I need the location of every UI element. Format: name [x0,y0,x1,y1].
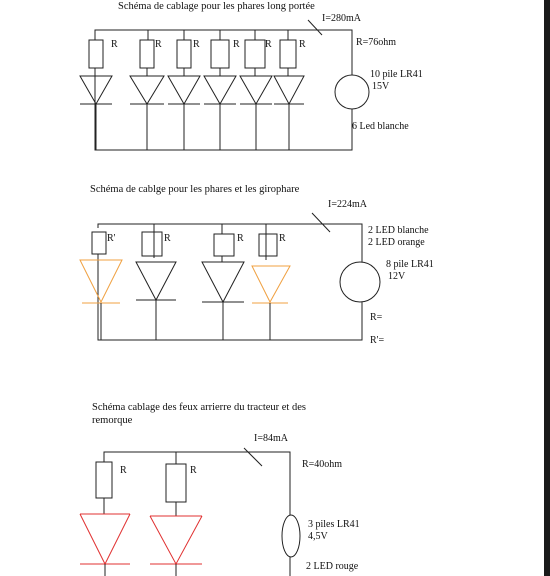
diagram3-battery-label: 3 piles LR41 [308,519,360,530]
diagram2-battery-label: 8 pile LR41 [386,259,434,270]
led-red-icon [80,514,130,564]
diagram2-voltage: 12V [388,271,406,282]
resistor-label: R [120,465,127,476]
diagram3-title-line1: Schéma cablage des feux arrierre du tracteur et des [92,402,306,413]
resistor-label: R [111,39,118,50]
page-edge-border [544,0,550,576]
current-indicator [244,448,262,466]
diagram3-current: I=84mA [254,433,288,444]
resistor-label: R [237,233,244,244]
resistor-label: R [279,233,286,244]
diagram1-voltage: 15V [372,81,390,92]
resistor-label: R [155,39,162,50]
diagram3-voltage: 4,5V [308,531,328,542]
diagram2-r-prime-value: R'= [370,335,385,346]
resistor-label: R [233,39,240,50]
resistor-label: R [164,233,171,244]
resistor-label: R' [107,233,116,244]
diagram3-title-line2: remorque [92,415,133,426]
battery-icon [282,515,300,557]
resistor-label: R [193,39,200,50]
diagram3-resistance: R=40ohm [302,459,343,470]
diagram1-battery-label: 10 pile LR41 [370,69,423,80]
resistor-icon [166,464,186,502]
resistor-icon [96,462,112,498]
resistor-label: R [190,465,197,476]
resistor-label: R [265,39,272,50]
diagram2-current: I=224mA [328,199,367,210]
diagram1-current: I=280mA [322,13,361,24]
led-red-icon [150,516,202,564]
resistor-label: R [299,39,306,50]
diagram1-led-count: 6 Led blanche [352,121,409,132]
diagram2-title: Schéma de cablge pour les phares et les girophare [90,184,300,195]
diagram2-led-orange: 2 LED orange [368,237,425,248]
diagram1-title: Schéma de cablage pour les phares long portée [118,1,315,12]
diagram1-resistance: R=76ohm [356,37,397,48]
diagram3-led-count: 2 LED rouge [306,561,359,572]
diagram2-led-white: 2 LED blanche [368,225,429,236]
diagram2-r-value: R= [370,312,383,323]
